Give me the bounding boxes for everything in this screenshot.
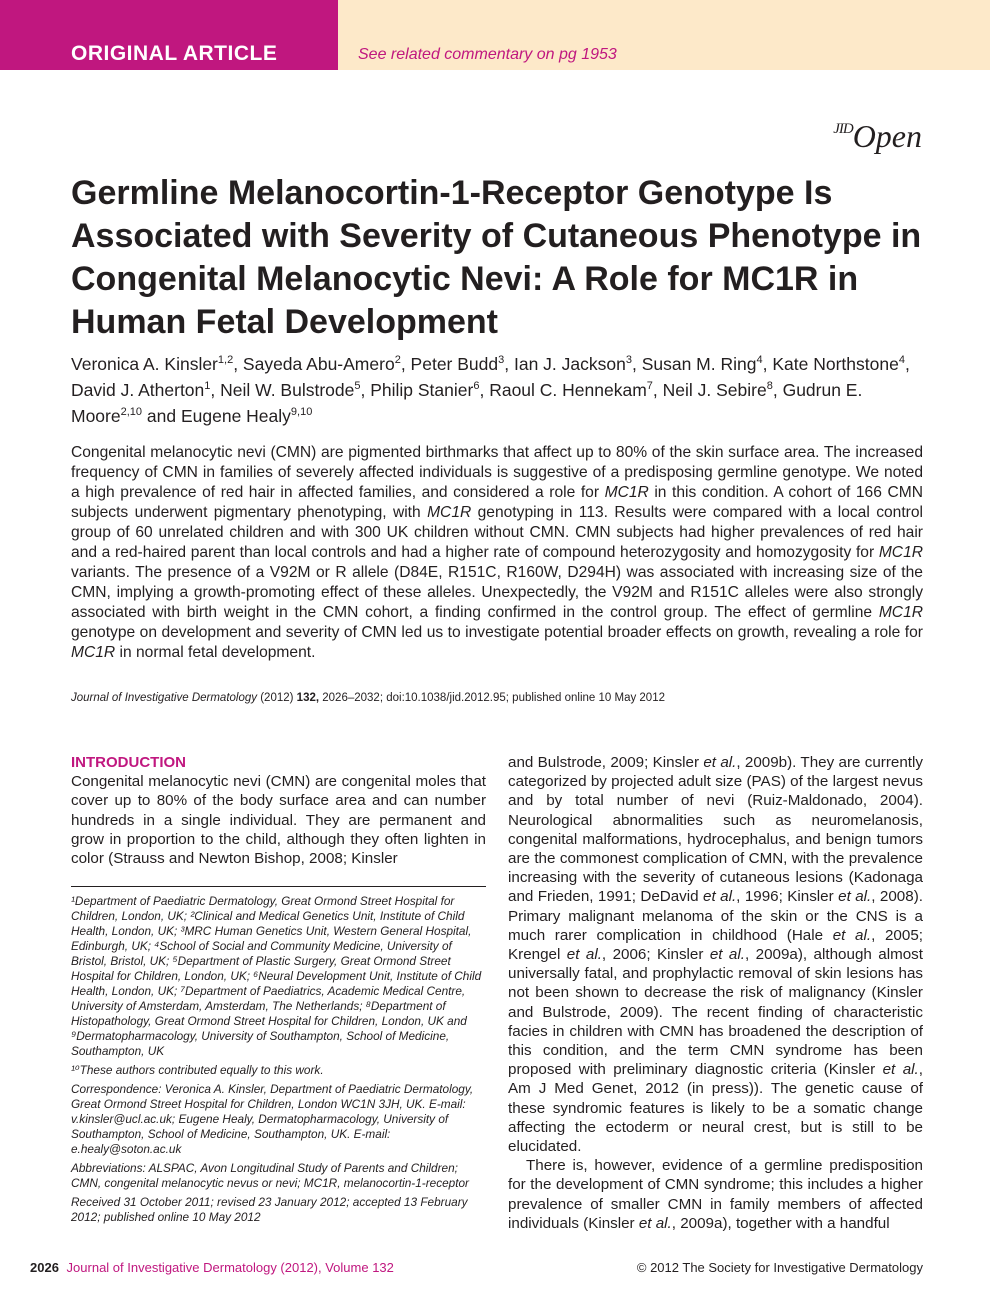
article-title: Germline Melanocortin-1-Receptor Genotype Is Associated with Severity of Cutaneous Phenotype in Congenital Melanocytic Nevi: A Role for MC1R in Human Fetal Development [71, 174, 922, 341]
introduction-paragraph: Congenital melanocytic nevi (CMN) are congenital moles that cover up to 80% of the body surface area and can number hundreds in a single individual. They are permanent and grow in proportion to the child, although they often lighten in color (Strauss and Newton Bishop, 2008; Kinsler [71, 773, 486, 868]
author-affiliation: 1,2 [217, 354, 234, 366]
author-name: Neil W. Bulstrode [220, 379, 355, 400]
affiliations-footnote: ¹Department of Paediatric Dermatology, Great Ormond Street Hospital for Children, London, UK; ²Clinical and Medical Genetics Unit, Institute of Child Health, London, UK; ³MRC Human Genetics Unit, Western General Hospital, Edinburgh, UK; ⁴School of Social and Community Medicine, University of Bristol, Bristol, UK; ⁵Department of Plastic Surgery, Great Ormond Street Hospital for Children, London, UK; ⁶Neural Development Unit, Institute of Child Health, London, UK; ⁷Department of Paediatrics, Academic Medical Centre, University of Amsterdam, Amsterdam, The Netherlands; ⁸Department of Histopathology, Great Ormond Street Hospital for Children, London, UK and ⁹Dermatopharmacology, University of Southampton, School of Medicine, Southampton, UK [71, 894, 482, 1058]
author-separator: , [652, 379, 663, 400]
page-footer [30, 1260, 923, 1275]
author-affiliation: 6 [473, 379, 480, 392]
author-name: Gudrun E. Moore [71, 379, 863, 426]
page-number: 2026 [30, 1260, 59, 1275]
author-affiliation: 9,10 [290, 405, 313, 418]
citation-journal: Journal of Investigative Dermatology [71, 692, 258, 704]
dates-footnote: Received 31 October 2011; revised 23 January 2012; accepted 13 February 2012; published online 10 May 2012 [71, 1195, 468, 1224]
author-name: Kate Northstone [772, 353, 899, 374]
author-name: Susan M. Ring [641, 353, 757, 374]
author-name: Ian J. Jackson [513, 353, 626, 374]
author-name: Philip Stanier [370, 379, 474, 400]
author-separator: , [360, 379, 371, 400]
citation-line [71, 692, 923, 704]
right-column [508, 753, 923, 1233]
left-column [71, 753, 486, 868]
author-name: David J. Atherton [71, 379, 205, 400]
related-commentary-link[interactable]: See related commentary on pg 1953 [358, 46, 617, 63]
footer-copyright: © 2012 The Society for Investigative Dermatology [636, 1260, 923, 1275]
citation-volume: 132, [296, 692, 320, 704]
author-separator: , [233, 353, 243, 374]
article-type-label: ORIGINAL ARTICLE [71, 42, 278, 65]
author-affiliation: 4 [756, 354, 763, 366]
jid-open-logo [833, 118, 922, 155]
author-affiliation: 3 [625, 354, 632, 366]
author-name: Raoul C. Hennekam [489, 379, 647, 400]
author-affiliation: 2,10 [120, 405, 143, 418]
footnote-divider [71, 886, 486, 887]
author-affiliation: 4 [898, 354, 905, 366]
footer-journal: Journal of Investigative Dermatology (2012), Volume 132 [66, 1260, 394, 1275]
author-affiliation: 5 [354, 379, 361, 392]
author-name: Eugene Healy [180, 405, 291, 426]
author-affiliation: 2 [394, 354, 401, 366]
author-affiliation: 1 [204, 379, 211, 392]
author-affiliation: 7 [646, 379, 653, 392]
author-separator: , [400, 353, 411, 374]
author-list [71, 349, 931, 426]
author-separator: , [631, 353, 642, 374]
equal-contribution-footnote: ¹⁰These authors contributed equally to this work. [71, 1063, 324, 1077]
jid-logo-word: Open [852, 118, 922, 154]
author-separator: , [479, 379, 490, 400]
author-affiliation: 8 [766, 379, 773, 392]
author-separator: , [504, 353, 514, 374]
author-separator: , [904, 353, 910, 374]
footnotes [71, 894, 486, 1229]
author-separator: , [772, 379, 783, 400]
author-name: Peter Budd [410, 353, 499, 374]
introduction-heading: INTRODUCTION [71, 754, 186, 771]
author-affiliation: 3 [498, 354, 505, 366]
author-separator: , [762, 353, 773, 374]
citation-rest: 2026–2032; doi:10.1038/jid.2012.95; published online 10 May 2012 [322, 692, 665, 704]
right-column-paragraph-2: There is, however, evidence of a germline predisposition for the development of CMN syndrome; this includes a higher prevalence of smaller CMN in family members of affected individuals (Kinsler et al., 2009a), together with a handful [508, 1157, 923, 1232]
citation-year: (2012) [260, 692, 294, 704]
abstract: Congenital melanocytic nevi (CMN) are pigmented birthmarks that affect up to 80% of the skin surface area. The increased frequency of CMN in families of severely affected individuals is suggestive of a predisposing germline genotype. We noted a high prevalence of red hair in affected families, and considered a role for MC1R in this condition. A cohort of 166 CMN subjects underwent pigmentary phenotyping, with MC1R genotyping in 113. Results were compared with a local control group of 60 unrelated children and with 300 UK children without CMN. CMN subjects had higher prevalences of red hair and a red-haired parent than local controls and had a higher rate of compound heterozygosity and homozygosity for MC1R variants. The presence of a V92M or R allele (D84E, R151C, R160W, D294H) was associated with increasing size of the CMN, implying a growth-promoting effect of these alleles. Unexpectedly, the V92M and R151C alleles were also strongly associated with birth weight in the CMN cohort, a finding confirmed in the control group. The effect of germline MC1R genotype on development and severity of CMN led us to investigate potential broader effects on growth, revealing a role for MC1R in normal fetal development. [71, 444, 923, 661]
author-name: Sayeda Abu-Amero [242, 353, 395, 374]
author-name: Veronica A. Kinsler [71, 353, 218, 374]
abbreviations-footnote: Abbreviations: ALSPAC, Avon Longitudinal Study of Parents and Children; CMN, congenital melanocytic nevus or nevi; MC1R, melanocortin-1-receptor [71, 1161, 469, 1190]
author-separator: , [210, 379, 221, 400]
jid-logo-prefix: JID [833, 121, 853, 137]
author-separator: and [142, 405, 181, 426]
right-column-paragraph-1: and Bulstrode, 2009; Kinsler et al., 2009b). They are currently categorized by projected adult size (PAS) of the largest nevus and by total number of nevi (Ruiz-Maldonado, 2004). Neurological abnormalities such as neuromelanosis, congenital malformations, hydrocephalus, and benign tumors are the commonest complication of CMN, with the prevalence increasing with the severity of cutaneous lesions (Kadonaga and Frieden, 1991; DeDavid et al., 1996; Kinsler et al., 2008). Primary malignant melanoma of the skin or the CNS is a much rarer complication in childhood (Hale et al., 2005; Krengel et al., 2006; Kinsler et al., 2009a), although almost universally fatal, and prophylactic removal of skin lesions has not been shown to decrease the risk of malignancy (Kinsler and Bulstrode, 2009). The recent finding of characteristic facies in children with CMN has broadened the description of this condition, and the term CMN syndrome has been proposed with preliminary diagnostic criteria (Kinsler et al., Am J Med Genet, 2012 (in press)). The genetic cause of these syndromic features is likely to be a somatic change affecting the ectoderm or neural crest, but is still to be elucidated. [508, 754, 923, 1156]
article-banner [0, 0, 990, 70]
correspondence-footnote: Correspondence: Veronica A. Kinsler, Department of Paediatric Dermatology, Great Ormond Street Hospital for Children, London WC1N 3JH, UK. E-mail: v.kinsler@ucl.ac.uk; Eugene Healy, Dermatopharmacology, University of Southampton, School of Medicine, Southampton, UK. E-mail: e.healy@soton.ac.uk [71, 1082, 474, 1156]
author-name: Neil J. Sebire [662, 379, 767, 400]
